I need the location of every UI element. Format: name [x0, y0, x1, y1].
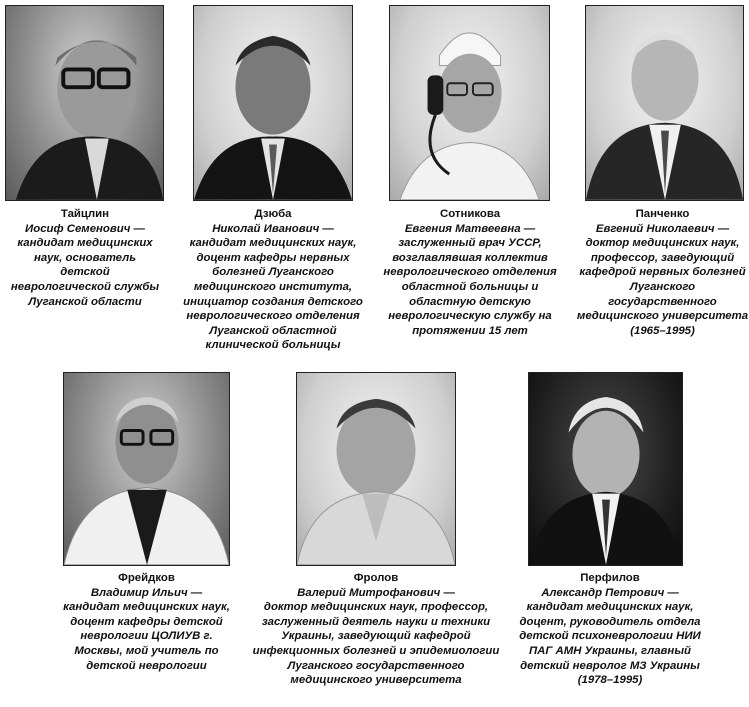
person-full-name: Евгений Николаевич — [595, 222, 730, 235]
caption-frolov [236, 571, 516, 688]
person-description: заслуженный врач УССР, возглавлявшая коллектив неврологического отделения областной больницы и областную детскую неврологическую службу на протяжении 15 лет [383, 237, 557, 337]
portrait-photo-perfilov [528, 372, 683, 566]
caption-perfilov [510, 571, 710, 688]
person-surname: Дзюба [254, 208, 292, 220]
person-description: кандидат медицинских наук, доцент кафедры нервных болезней Луганского медицинского института, инициатор создания детского неврологического отделения Луганской областной клинической больницы [183, 237, 363, 352]
person-description: кандидат медицинских наук, доцент, руководитель отдела детской психоневрологии НИИ ПАГ АМН Украины, главный детский невролог МЗ Украины (1978–1995) [519, 601, 701, 687]
person-description: доктор медицинских наук, профессор, заведующий кафедрой нервных болезней Луганского государственного медицинского университета (1965–1995) [576, 237, 749, 337]
portrait-photo-dzyuba [193, 5, 353, 201]
person-description: доктор медицинских наук, профессор, заслуженный деятель науки и техники Украины, заведующий кафедрой инфекционных болезней и эпидемиологии Луганского государственного медицинского университета [252, 601, 500, 687]
portrait-photo-panchenko [585, 5, 744, 201]
caption-panchenko [576, 207, 749, 338]
person-surname: Тайцлин [60, 208, 110, 220]
person-surname: Панченко [635, 208, 690, 220]
caption-freidkov [55, 571, 238, 673]
portrait-photo-freidkov [63, 372, 230, 566]
person-surname: Перфилов [580, 572, 640, 584]
person-full-name: Иосиф Семенович — [25, 222, 145, 235]
person-surname: Фролов [353, 572, 399, 584]
person-surname: Сотникова [439, 208, 501, 220]
caption-sotnikova [382, 207, 558, 338]
person-full-name: Валерий Митрофанович — [297, 586, 455, 599]
person-surname: Фрейдков [118, 572, 175, 584]
portrait-photo-sotnikova [389, 5, 550, 201]
person-full-name: Александр Петрович — [541, 586, 679, 599]
portrait-photo-taitslin [5, 5, 164, 201]
person-full-name: Евгения Матвеевна — [404, 222, 536, 235]
person-description: кандидат медицинских наук, доцент кафедры детской неврологии ЦОЛИУВ г. Москвы, мой учитель по детской неврологии [63, 601, 230, 672]
caption-dzyuba [176, 207, 370, 353]
caption-taitslin [0, 207, 170, 309]
person-full-name: Николай Иванович — [212, 222, 334, 235]
person-full-name: Владимир Ильич — [90, 586, 203, 599]
portrait-photo-frolov [296, 372, 456, 566]
person-description: кандидат медицинских наук, основатель детской неврологической службы Луганской области [10, 237, 160, 308]
